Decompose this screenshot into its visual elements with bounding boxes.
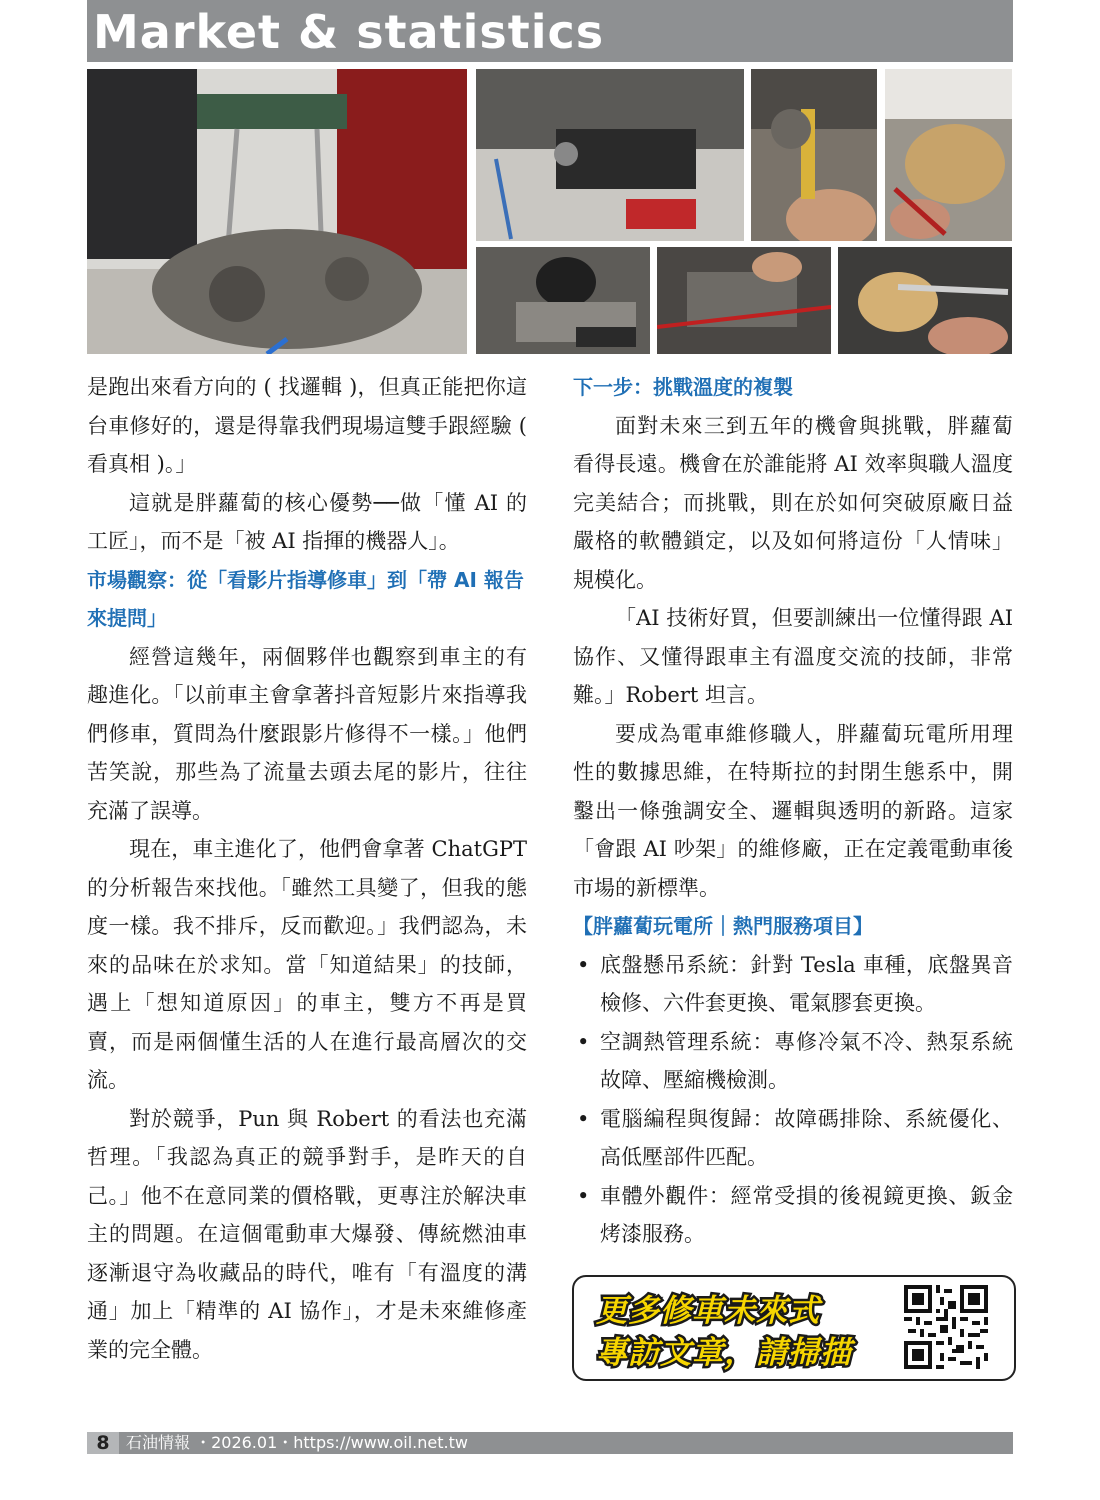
photo-undercarriage [476,247,650,354]
list-item [573,1023,1013,1100]
promo-line-2: 專訪文章，請掃描 [596,1335,852,1371]
services-heading: 【胖蘿蔔玩電所｜熱門服務項目】 [573,914,873,938]
section-subheading: 市場觀察：從「看影片指導修車」到「帶 AI 報告來提問」 [87,567,524,630]
paragraph: 「AI 技術好買，但要訓練出一位懂得跟 AI 協作、又懂得跟車主有溫度交流的技師，非常難。」Robert 坦言。 [573,606,1013,707]
paragraph: 經營這幾年，兩個夥伴也觀察到車主的有趣進化。「以前車主會拿著抖音短影片來指導我們修車，質問為什麼跟影片修得不一樣。」他們苦笑說，那些為了流量去頭去尾的影片，往往充滿了誤導。 [87,644,527,823]
section-title: Market & statistics [93,5,605,59]
service-text: 底盤懸吊系統：針對 Tesla 車種，底盤異音檢修、六件套更換、電氣膠套更換。 [600,952,1013,1015]
bullet-icon: • [577,952,590,977]
paragraph: 對於競爭，Pun 與 Robert 的看法也充滿哲理。「我認為真正的競爭對手，是昨天的自己。」他不在意同業的價格戰，更專注於解決車主的問題。在這個電動車大爆發、傳統燃油車逐漸退守為收藏品的時代，唯有「有溫度的溝通」加上「精準的 AI 協作」，才是未來維修產業的完全體。 [87,1106,527,1362]
paragraph: 是跑出來看方向的 ( 找邏輯 )，但真正能把你這台車修好的，還是得靠我們現場這雙手跟經驗 ( 看真相 )。」 [87,375,527,476]
service-text: 空調熱管理系統：專修冷氣不冷、熱泵系統故障、壓縮機檢測。 [600,1029,1013,1092]
photo-engine-hoist [87,69,467,354]
paragraph: 這就是胖蘿蔔的核心優勢──做「懂 AI 的工匠」，而不是「被 AI 指揮的機器人」。 [87,490,527,553]
bullet-icon: • [577,1029,590,1054]
page-number: 8 [87,1432,119,1454]
list-item [573,1177,1013,1254]
service-text: 電腦編程與復歸：故障碼排除、系統優化、高低壓部件匹配。 [600,1106,1013,1169]
list-item [573,1100,1013,1177]
paragraph: 面對未來三到五年的機會與挑戰，胖蘿蔔看得長遠。機會在於誰能將 AI 效率與職人溫度完美結合；而挑戰，則在於如何突破原廠日益嚴格的軟體鎖定，以及如何將這份「人情味」規模化。 [573,413,1013,592]
list-item [573,946,1013,1023]
bullet-icon: • [577,1106,590,1131]
promo-line-1: 更多修車未來式 [596,1293,820,1329]
photo-engine-bay [885,69,1012,241]
photo-wiring [657,247,831,354]
promo-box [572,1275,1016,1381]
left-column [87,368,527,1369]
right-column [573,368,1013,1254]
paragraph: 現在，車主進化了，他們會拿著 ChatGPT 的分析報告來找他。「雖然工具變了，但我的態度一樣。我不排斥，反而歡迎。」我們認為，未來的品味在於求知。當「知道結果」的技師，遇上「想知道原因」的車主，雙方不再是買賣，而是兩個懂生活的人在進行最高層次的交流。 [87,837,527,1092]
section-subheading: 下一步：挑戰溫度的複製 [573,375,793,399]
footer-publication: 石油情報 ・2026.01・https://www.oil.net.tw [126,1433,468,1452]
bullet-icon: • [577,1183,590,1208]
service-text: 車體外觀件：經常受損的後視鏡更換、鈑金烤漆服務。 [600,1183,1013,1246]
photo-engine-clamp [476,69,744,241]
photo-suspension [838,247,1012,354]
qr-code-icon[interactable] [904,1285,988,1369]
paragraph: 要成為電車維修職人，胖蘿蔔玩電所用理性的數據思維，在特斯拉的封閉生態系中，開鑿出一條強調安全、邏輯與透明的新路。這家「會跟 AI 吵架」的維修廠，正在定義電動車後市場的新標準。 [573,721,1013,900]
photo-hand-tool [751,69,877,241]
